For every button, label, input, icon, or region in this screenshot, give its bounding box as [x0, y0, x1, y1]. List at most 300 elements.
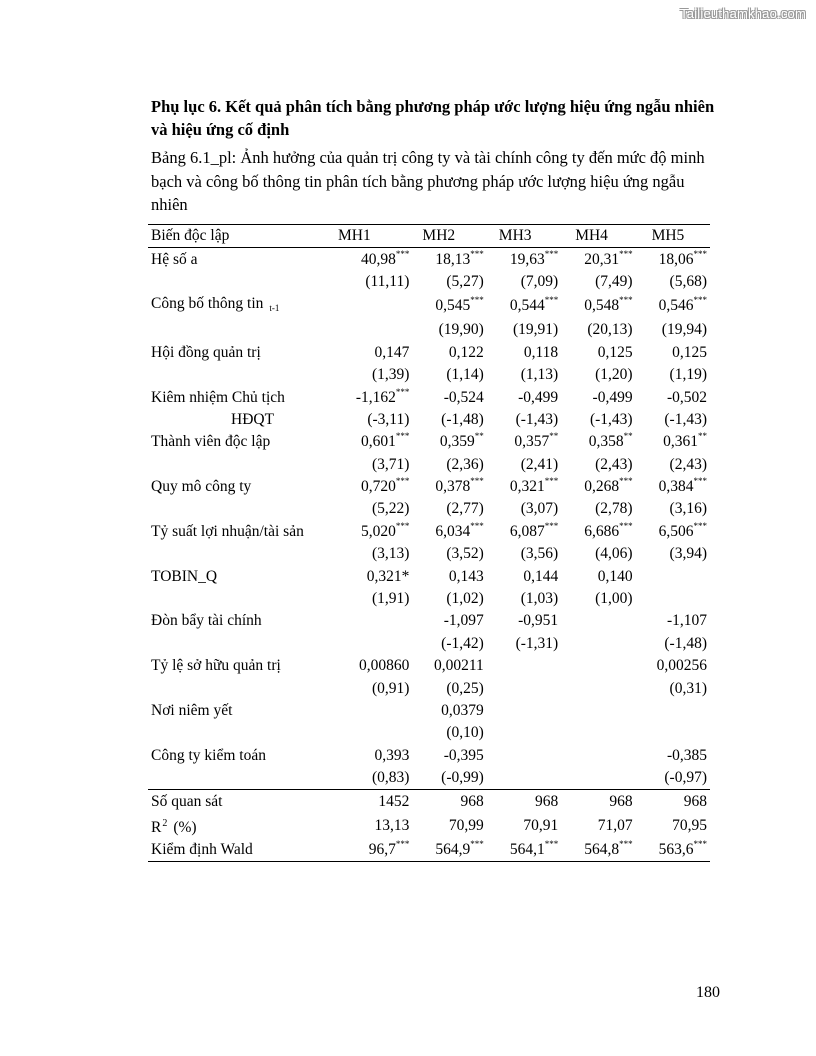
significance-stars: ***	[395, 386, 410, 397]
table-row	[148, 610, 710, 632]
table-cell	[561, 409, 635, 431]
table-cell	[487, 700, 561, 722]
table-cell	[636, 293, 710, 319]
cell-value: 564,8	[584, 840, 620, 858]
table-cell	[487, 431, 561, 453]
table-cell	[487, 476, 561, 498]
cell-value: (1,91)	[371, 590, 410, 608]
table-cell	[412, 543, 486, 565]
cell-value: 6,087	[509, 522, 545, 540]
cell-value: 0,720	[361, 478, 396, 496]
row-label-text: Hệ số a	[151, 250, 198, 268]
row-label-text: Nơi niêm yết	[151, 702, 233, 719]
table-cell	[412, 364, 486, 386]
row-label-text: Số quan sát	[151, 792, 223, 810]
header-model: MH2	[412, 225, 486, 248]
cell-value: 0,125	[597, 343, 633, 361]
cell-value: 0,118	[523, 343, 559, 361]
table-cell	[561, 476, 635, 498]
cell-value: (0,31)	[669, 679, 707, 697]
table-cell	[636, 476, 710, 498]
cell-value: (1,13)	[520, 366, 559, 384]
significance-stars: **	[698, 431, 707, 442]
table-row	[148, 498, 710, 520]
cell-value: 968	[609, 792, 633, 810]
cell-value: 71,07	[597, 816, 633, 834]
significance-stars: ***	[395, 476, 410, 487]
table-cell	[636, 745, 710, 767]
table-cell	[561, 342, 635, 364]
row-label-text: Tỷ lệ sở hữu quản trị	[151, 657, 281, 675]
table-row	[148, 813, 710, 839]
cell-value: (11,11)	[365, 272, 410, 290]
cell-value: (1,20)	[595, 366, 633, 384]
cell-value: (-1,48)	[664, 634, 707, 652]
table-row	[148, 271, 710, 293]
table-cell	[636, 633, 710, 655]
row-label-text: Tỷ suất lợi nhuận/tài sản	[151, 522, 304, 540]
table-cell	[338, 476, 412, 498]
table-cell	[561, 722, 635, 744]
cell-value: (-0,97)	[664, 769, 707, 787]
cell-value: 0,548	[584, 297, 620, 315]
table-cell	[487, 655, 561, 677]
significance-stars: ***	[544, 838, 559, 849]
row-label-text: Kiêm nhiệm Chủ tịch	[151, 388, 285, 406]
cell-value: -1,162	[355, 388, 396, 406]
table-cell	[487, 319, 561, 341]
table-cell	[487, 498, 561, 520]
cell-value: (-0,99)	[441, 769, 484, 787]
table-cell	[487, 588, 561, 610]
cell-value: 13,13	[374, 816, 410, 834]
table-cell	[412, 790, 486, 813]
cell-value: -1,097	[443, 612, 484, 630]
row-label	[148, 409, 338, 431]
table-cell	[338, 588, 412, 610]
cell-value: 0,147	[374, 343, 410, 361]
significance-stars: ***	[693, 838, 707, 849]
table-cell	[561, 431, 635, 453]
cell-value: (3,94)	[669, 545, 707, 563]
table-cell	[561, 610, 635, 632]
table-cell	[636, 813, 710, 839]
cell-value: (5,68)	[669, 272, 707, 290]
table-row	[148, 565, 710, 587]
cell-value: 0,321	[509, 478, 545, 496]
table-row	[148, 700, 710, 722]
significance-stars: ***	[619, 476, 633, 487]
table-cell	[412, 498, 486, 520]
significance-stars: ***	[470, 248, 484, 259]
cell-value: (3,13)	[371, 545, 410, 563]
table-row	[148, 633, 710, 655]
table-cell	[561, 745, 635, 767]
table-cell	[412, 610, 486, 632]
cell-value: (4,06)	[595, 545, 633, 563]
table-row	[148, 745, 710, 767]
table-cell	[487, 565, 561, 587]
cell-value: 0,545	[435, 297, 471, 315]
table-cell	[636, 431, 710, 453]
significance-stars: ***	[470, 295, 484, 306]
significance-stars: ***	[619, 520, 633, 531]
cell-value: (-1,48)	[441, 410, 484, 428]
significance-stars: ***	[693, 248, 707, 259]
table-cell	[487, 745, 561, 767]
table-cell	[636, 565, 710, 587]
row-label-suffix: (%)	[173, 818, 197, 836]
cell-value: 70,95	[672, 816, 707, 834]
cell-value: 0,544	[509, 297, 545, 315]
table-cell	[338, 790, 412, 813]
table-header-row	[148, 225, 710, 248]
table-cell	[561, 454, 635, 476]
cell-value: (5,22)	[371, 500, 410, 518]
significance-stars: ***	[619, 295, 633, 306]
row-label	[148, 498, 338, 520]
cell-value: 564,9	[435, 840, 471, 858]
table-cell	[487, 767, 561, 790]
table-row	[148, 454, 710, 476]
cell-value: 0,361	[663, 433, 698, 451]
table-cell	[412, 319, 486, 341]
cell-value: 0,00256	[656, 657, 707, 675]
cell-value: 564,1	[509, 840, 545, 858]
cell-value: (3,16)	[669, 500, 707, 518]
table-row	[148, 386, 710, 408]
table-cell	[338, 610, 412, 632]
row-label	[148, 431, 338, 453]
cell-value: 0,268	[584, 478, 620, 496]
table-cell	[636, 839, 710, 862]
table-cell	[636, 319, 710, 341]
table-row	[148, 248, 710, 271]
significance-stars: **	[549, 431, 559, 442]
cell-value: -0,502	[666, 388, 707, 406]
table-cell	[412, 454, 486, 476]
cell-value: (0,83)	[371, 769, 410, 787]
cell-value: (2,78)	[595, 500, 633, 518]
table-cell	[561, 543, 635, 565]
table-caption: Bảng 6.1_pl: Ảnh hưởng của quản trị công ty và tài chính công ty đến mức độ minh bạch và công bố thông tin phân tích bằng phương pháp ước lượng hiệu ứng ngẫu nhiên	[151, 148, 705, 214]
cell-value: (-3,11)	[367, 410, 410, 428]
row-label	[148, 521, 338, 543]
table-cell	[636, 655, 710, 677]
table-cell	[487, 610, 561, 632]
cell-value: 0,122	[448, 343, 484, 361]
table-cell	[561, 319, 635, 341]
table-cell	[412, 476, 486, 498]
row-label-text: Hội đồng quản trị	[151, 343, 261, 361]
table-cell	[636, 498, 710, 520]
cell-value: (0,25)	[446, 679, 484, 697]
cell-value: (3,07)	[520, 500, 559, 518]
table-cell	[636, 790, 710, 813]
significance-stars: ***	[470, 520, 484, 531]
cell-value: (0,10)	[446, 724, 484, 742]
table-cell	[636, 588, 710, 610]
significance-stars: ***	[395, 520, 410, 531]
cell-value: -0,951	[518, 612, 559, 630]
table-row	[148, 767, 710, 790]
table-cell	[412, 588, 486, 610]
table-cell	[487, 342, 561, 364]
table-cell	[561, 677, 635, 699]
table-cell	[338, 364, 412, 386]
significance-stars: ***	[544, 520, 559, 531]
table-cell	[412, 839, 486, 862]
table-cell	[561, 633, 635, 655]
row-label	[148, 745, 338, 767]
table-row	[148, 588, 710, 610]
significance-stars: ***	[395, 248, 410, 259]
table-cell	[636, 409, 710, 431]
significance-stars: ***	[619, 838, 633, 849]
cell-value: 968	[460, 792, 484, 810]
cell-value: -0,524	[443, 388, 484, 406]
cell-value: 6,506	[658, 522, 694, 540]
cell-value: 6,686	[584, 522, 620, 540]
cell-value: 563,6	[658, 840, 694, 858]
table-cell	[561, 839, 635, 862]
table-cell	[338, 386, 412, 408]
significance-stars: ***	[395, 838, 410, 849]
table-cell	[338, 767, 412, 790]
row-label	[148, 839, 338, 862]
table-row	[148, 790, 710, 813]
table-cell	[487, 454, 561, 476]
significance-stars: ***	[693, 520, 707, 531]
row-label	[148, 790, 338, 813]
table-cell	[412, 271, 486, 293]
table-cell	[412, 386, 486, 408]
table-cell	[412, 431, 486, 453]
table-cell	[412, 565, 486, 587]
table-row	[148, 293, 710, 319]
table-cell	[338, 722, 412, 744]
row-label	[148, 319, 338, 341]
table-cell	[561, 565, 635, 587]
table-cell	[412, 745, 486, 767]
table-cell	[338, 700, 412, 722]
watermark: Tailieuthamkhao.com	[680, 6, 806, 21]
header-variable: Biến độc lập	[148, 225, 338, 248]
cell-value: 0,321*	[366, 567, 410, 585]
table-cell	[561, 790, 635, 813]
table-row	[148, 342, 710, 364]
table-cell	[338, 248, 412, 271]
significance-stars: ***	[544, 295, 559, 306]
table-cell	[338, 454, 412, 476]
table-row	[148, 409, 710, 431]
row-label	[148, 476, 338, 498]
header-model: MH4	[561, 225, 635, 248]
table-cell	[636, 364, 710, 386]
cell-value: -0,385	[666, 746, 707, 764]
table-row	[148, 722, 710, 744]
cell-value: (0,91)	[371, 679, 410, 697]
table-cell	[338, 655, 412, 677]
table-row	[148, 521, 710, 543]
cell-value: (19,91)	[512, 321, 559, 339]
cell-value: 6,034	[435, 522, 471, 540]
cell-value: 0,358	[588, 433, 624, 451]
row-label	[148, 677, 338, 699]
table-cell	[636, 677, 710, 699]
row-label	[148, 610, 338, 632]
cell-value: 0,384	[658, 478, 694, 496]
table-cell	[636, 543, 710, 565]
table-cell	[561, 521, 635, 543]
row-label	[148, 271, 338, 293]
table-cell	[636, 610, 710, 632]
cell-value: 968	[683, 792, 707, 810]
cell-value: (-1,42)	[441, 634, 484, 652]
table-cell	[561, 655, 635, 677]
table-cell	[412, 813, 486, 839]
row-label-text: R	[151, 818, 162, 836]
cell-value: 0,601	[361, 433, 396, 451]
row-label	[148, 813, 338, 839]
cell-value: 0,378	[435, 478, 471, 496]
table-cell	[487, 409, 561, 431]
row-label-text: Đòn bẩy tài chính	[151, 612, 262, 630]
cell-value: 19,63	[509, 250, 545, 268]
row-label-text: TOBIN_Q	[151, 567, 218, 585]
row-label	[148, 767, 338, 790]
table-cell	[338, 409, 412, 431]
table-row	[148, 431, 710, 453]
significance-stars: **	[623, 431, 633, 442]
table-cell	[338, 498, 412, 520]
row-label	[148, 543, 338, 565]
table-cell	[412, 633, 486, 655]
cell-value: 0,0379	[441, 702, 484, 719]
cell-value: 968	[534, 792, 559, 810]
row-label-text: Quy mô công ty	[151, 478, 252, 496]
table-cell	[338, 293, 412, 319]
table-cell	[412, 700, 486, 722]
table-cell	[338, 745, 412, 767]
row-label-text: HĐQT	[231, 410, 275, 428]
row-label-text: Công bố thông tin	[151, 295, 264, 313]
row-label-superscript: 2	[162, 817, 168, 829]
table-cell	[487, 677, 561, 699]
header-model: MH1	[338, 225, 412, 248]
row-label	[148, 342, 338, 364]
table-cell	[338, 342, 412, 364]
table-cell	[412, 342, 486, 364]
cell-value: (1,14)	[446, 366, 484, 384]
cell-value: 70,99	[448, 816, 484, 834]
cell-value: (3,52)	[446, 545, 484, 563]
table-cell	[338, 565, 412, 587]
row-label	[148, 293, 338, 319]
table-cell	[338, 543, 412, 565]
row-label-subscript: t-1	[269, 303, 280, 314]
significance-stars: ***	[544, 248, 559, 259]
table-cell	[487, 386, 561, 408]
table-cell	[338, 319, 412, 341]
table-cell	[338, 677, 412, 699]
table-cell	[487, 521, 561, 543]
cell-value: (7,09)	[520, 272, 559, 290]
table-cell	[561, 588, 635, 610]
cell-value: (2,43)	[669, 455, 707, 473]
cell-value: 0,359	[439, 433, 475, 451]
table-cell	[487, 364, 561, 386]
table-cell	[338, 271, 412, 293]
table-cell	[412, 293, 486, 319]
significance-stars: ***	[395, 431, 410, 442]
row-label	[148, 655, 338, 677]
cell-value: -1,107	[666, 612, 707, 630]
cell-value: 1452	[378, 792, 410, 810]
cell-value: (20,13)	[587, 321, 633, 339]
cell-value: (5,27)	[446, 272, 484, 290]
page-number: 180	[696, 984, 720, 1001]
row-label	[148, 454, 338, 476]
cell-value: (-1,43)	[664, 410, 707, 428]
cell-value: (19,90)	[438, 321, 484, 339]
table-cell	[636, 271, 710, 293]
table-row	[148, 543, 710, 565]
cell-value: 0,546	[658, 297, 694, 315]
cell-value: 0,143	[448, 567, 484, 585]
table-cell	[412, 248, 486, 271]
table-cell	[561, 700, 635, 722]
cell-value: -0,499	[518, 388, 559, 406]
table-cell	[487, 633, 561, 655]
table-cell	[561, 386, 635, 408]
cell-value: 0,144	[523, 567, 559, 585]
cell-value: (7,49)	[595, 272, 633, 290]
table-row	[148, 319, 710, 341]
cell-value: (19,94)	[661, 321, 707, 339]
table-cell	[487, 839, 561, 862]
row-label	[148, 633, 338, 655]
row-label-text: Kiểm định Wald	[151, 840, 253, 858]
row-label	[148, 364, 338, 386]
table-cell	[487, 790, 561, 813]
cell-value: -0,499	[592, 388, 633, 406]
table-cell	[412, 722, 486, 744]
cell-value: 70,91	[523, 816, 559, 834]
cell-value: (2,41)	[520, 455, 559, 473]
table-cell	[636, 767, 710, 790]
table-cell	[338, 813, 412, 839]
cell-value: (-1,43)	[589, 410, 633, 428]
appendix-heading: Phụ lục 6. Kết quả phân tích bằng phương pháp ước lượng hiệu ứng ngẫu nhiên và hiệu ứng cố định	[151, 97, 715, 139]
significance-stars: ***	[619, 248, 633, 259]
significance-stars: ***	[693, 476, 707, 487]
table-cell	[561, 248, 635, 271]
cell-value: 96,7	[368, 840, 396, 858]
cell-value: (-1,31)	[515, 634, 559, 652]
table-cell	[636, 342, 710, 364]
cell-value: 5,020	[361, 522, 396, 540]
table-cell	[412, 521, 486, 543]
cell-value: 0,00211	[433, 657, 484, 675]
significance-stars: ***	[693, 295, 707, 306]
table-row	[148, 364, 710, 386]
cell-value: 0,393	[374, 746, 410, 764]
table-cell	[487, 293, 561, 319]
table-cell	[636, 386, 710, 408]
cell-value: (3,71)	[371, 455, 410, 473]
cell-value: 0,357	[514, 433, 550, 451]
